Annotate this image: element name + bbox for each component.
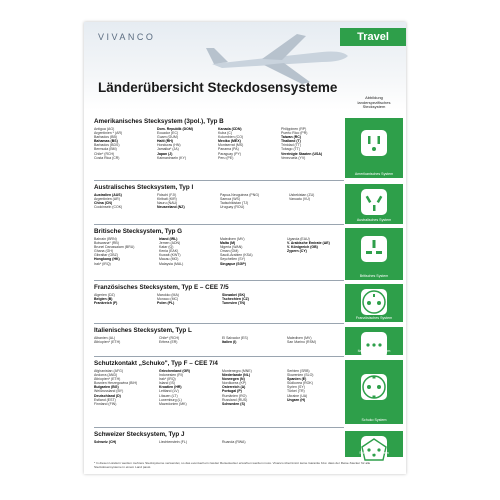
country-entry: Eritrea (ER)	[159, 340, 178, 345]
plug-section	[94, 431, 344, 444]
country-entry: Liechtenstein (FL)	[159, 440, 188, 444]
country-entry: Peru (PE)	[218, 155, 234, 160]
country-column	[157, 293, 219, 305]
country-entry: Österreich (A)	[222, 385, 246, 390]
country-entry: Saudi-Arabien (KSA)	[220, 253, 253, 258]
plug-label: Britisches System	[359, 274, 389, 278]
country-entry: V. Königreich (GB)	[287, 245, 318, 250]
country-entry: Estland (EST)	[94, 397, 116, 402]
country-entry: Irland (IRL)	[159, 237, 178, 241]
country-entry: Ghana (GH)	[94, 249, 114, 254]
country-entry: Barbados (BDS)	[94, 143, 120, 148]
plug-label: Französisches System	[355, 316, 393, 320]
country-entry: Mazedonien (MK)	[159, 401, 187, 406]
country-entry: Brunei Darussalam (BRU)	[94, 245, 135, 250]
country-entry: Bermuda (BM)	[94, 147, 117, 152]
sidebar-heading: Abbildung landerspezifisches Stecksystem	[357, 95, 391, 110]
country-entry: Norwegen (N)	[222, 377, 245, 382]
country-entry: Malta (M)	[220, 241, 236, 246]
section-divider	[94, 323, 344, 324]
section-divider	[94, 180, 344, 181]
country-entry: Irak* (IRQ)	[94, 261, 111, 266]
country-entry: China (CN)	[94, 201, 113, 206]
country-entry: Italien (I)	[222, 340, 237, 345]
country-entry: Dom. Republik (DOM)	[157, 127, 193, 131]
country-entry: Polen (PL)	[157, 301, 175, 306]
plug-illustration	[345, 184, 403, 224]
country-entry: Macau (MO)	[159, 257, 179, 262]
country-entry: Guam (GUM)	[157, 135, 178, 140]
country-entry: Bahrain (BRN)	[94, 237, 117, 241]
section-divider	[94, 280, 344, 281]
country-grid	[94, 369, 344, 406]
country-column	[281, 127, 347, 160]
brand-logo: VIVANCO	[98, 32, 156, 42]
au-plug-icon	[357, 185, 391, 219]
country-entry: Slowenien (SLO)	[287, 373, 314, 378]
country-column	[220, 237, 284, 266]
country-entry: Trinidad (TT)	[281, 143, 302, 148]
plug-illustration	[345, 118, 403, 178]
plug-illustration	[345, 360, 403, 424]
country-column	[159, 369, 219, 406]
country-entry: Äthiopien* (ETH)	[94, 377, 121, 382]
country-entry: Indonesien (RI)	[159, 373, 183, 378]
country-entry: Jemen (ADN)	[159, 241, 181, 246]
country-entry: Nordkorea (KP)	[222, 381, 247, 386]
country-entry: Usbekistan (ZU)	[289, 193, 315, 197]
country-entry: Rumänien (RO)	[222, 393, 247, 398]
plug-section	[94, 228, 344, 266]
us-plug-icon	[357, 126, 391, 160]
country-column	[222, 336, 284, 344]
country-entry: Hongkong (HK)	[94, 257, 120, 262]
country-entry: Australien (AUS)	[94, 193, 122, 197]
country-column	[222, 440, 284, 444]
country-entry: Irak* (IRQ)	[159, 377, 176, 382]
section-divider	[94, 427, 344, 428]
country-grid	[94, 440, 344, 444]
plug-label: Schweizer System	[359, 451, 389, 455]
country-entry: Belgien (B)	[94, 297, 113, 302]
country-entry: Kolumbien (CO)	[218, 135, 244, 140]
country-entry: Zypern (CY)	[287, 249, 307, 254]
country-entry: Kroatien (HR)	[159, 385, 182, 390]
country-entry: Südkorea (ROK)	[287, 381, 313, 386]
country-column	[287, 237, 349, 266]
country-entry: San Marino (RSM)	[287, 340, 316, 345]
plug-label: Amerikanisches System	[354, 172, 394, 176]
travel-badge: Travel	[340, 28, 406, 46]
country-entry: Serbien (SRB)	[287, 369, 310, 373]
country-entry: Syrien (SY)	[287, 385, 305, 390]
country-entry: Kuba (C)	[218, 131, 233, 136]
plug-label: Australisches System	[356, 218, 392, 222]
country-entry: Kaimaninseln (KY)	[157, 155, 186, 160]
country-entry: Spanien (E)	[287, 377, 307, 382]
section-title: Französisches Stecksystem, Typ E – CEE 7/5	[94, 284, 229, 291]
plug-label: Italienisches System	[357, 349, 391, 353]
country-entry: Costa Rica (CR)	[94, 155, 120, 160]
country-entry: Tadschikistan (TJ)	[220, 201, 249, 206]
country-entry: Frankreich (F)	[94, 301, 118, 306]
country-column	[159, 440, 219, 444]
country-entry: Slowakei (SK)	[222, 293, 246, 297]
country-column	[222, 293, 284, 305]
country-entry: V. Arabische Emirate (AE)	[287, 241, 330, 246]
country-grid	[94, 237, 344, 266]
country-column	[94, 440, 156, 444]
country-column	[220, 193, 286, 209]
plug-section	[94, 284, 344, 305]
airplane-icon	[202, 30, 352, 86]
section-title: Amerikanisches Stecksystem (3pol.), Typ B	[94, 118, 224, 125]
country-entry: Island (IS)	[159, 381, 175, 386]
country-entry: Mexiko (MEX)	[218, 139, 241, 144]
country-entry: Bahamas (BS)	[94, 139, 118, 144]
country-entry: Ruanda (RWA)	[222, 440, 246, 444]
it-plug-icon	[357, 328, 391, 362]
country-column	[159, 336, 219, 344]
plug-section	[94, 360, 344, 406]
country-entry: Fidschi (FJI)	[157, 193, 177, 197]
country-entry: Paraguay (PY)	[218, 151, 241, 156]
country-entry: Vereinigte Staaten (USA)	[281, 151, 323, 156]
country-entry: Marokko (MA)	[157, 293, 179, 297]
country-column	[94, 293, 154, 305]
section-title: Australisches Stecksystem, Typ I	[94, 184, 194, 191]
country-entry: Andorra (AND)	[94, 373, 118, 378]
country-entry: Neuseeland (NZ)	[157, 205, 185, 210]
country-entry: Algerien (DZ)	[94, 293, 115, 297]
country-grid	[94, 336, 344, 344]
country-entry: Taiwan (RC)	[281, 135, 301, 140]
country-entry: Gibraltar (GBZ)	[94, 253, 118, 258]
country-entry: Malediven (MV)	[220, 237, 245, 241]
section-title: Schutzkontakt „Schuko", Typ F – CEE 7/4	[94, 360, 218, 367]
country-entry: Bulgarien (BG)	[94, 385, 119, 390]
country-entry: Panama (PA)	[218, 147, 239, 152]
country-entry: Nigeria (WAN)	[220, 245, 243, 250]
country-entry: Finnland (FIN)	[94, 401, 117, 406]
country-entry: Tobago (TT)	[281, 147, 301, 152]
country-entry: Ungarn (H)	[287, 397, 306, 402]
country-entry: Montserrat (MS)	[218, 143, 244, 148]
country-entry: Portugal (P)	[222, 389, 242, 394]
country-entry: Botswana* (RB)	[94, 241, 119, 246]
footnote: * In diesen Ländern werden mehrere Stecksysteme verwendet, so das eventuell ein zweiter Reisestecker erworben werden muss. Vivanco übernimmt keine Garantie bzw. dass der Reise-Stecker für alle Steckdosensysteme in einem Land passt.	[94, 461, 371, 469]
country-entry: Montenegro (MNE)	[222, 369, 252, 373]
country-column	[159, 237, 217, 266]
country-entry: Weißrussland (BY)	[94, 389, 124, 394]
country-entry: Uganda (EAU)	[287, 237, 310, 241]
country-entry: Ecuador (EC)	[157, 131, 179, 136]
country-entry: Seychellen (SY)	[220, 257, 246, 262]
section-title: Britische Stecksystem, Typ G	[94, 228, 183, 235]
country-entry: Chile* (RCH)	[94, 151, 115, 156]
country-column	[222, 369, 284, 406]
country-entry: Nauru (NAU)	[157, 201, 178, 206]
plug-illustration	[345, 284, 403, 322]
country-entry: Lettland (LV)	[159, 389, 179, 394]
country-entry: Kuwait (KWT)	[159, 253, 181, 258]
plug-label: Schuko System	[361, 418, 387, 422]
country-entry: Argentinien * (AR)	[94, 131, 123, 136]
country-entry: Kiribati (KIR)	[157, 197, 177, 202]
country-entry: Tschechien (CZ)	[222, 297, 249, 302]
document-page	[84, 22, 406, 474]
country-column	[94, 127, 154, 160]
country-column	[289, 193, 349, 209]
country-entry: Katar (Q)	[159, 245, 174, 250]
plug-illustration	[345, 327, 403, 355]
plug-section	[94, 327, 344, 344]
country-entry: Jamaika* (JA)	[157, 147, 179, 152]
schuko-plug-icon	[357, 370, 391, 404]
country-entry: Schweiz (CH)	[94, 440, 117, 444]
country-grid	[94, 293, 344, 305]
country-column	[157, 127, 215, 160]
section-divider	[94, 356, 344, 357]
page-title: Länderübersicht Steckdosensysteme	[98, 80, 338, 95]
country-entry: Chile* (RCH)	[159, 336, 180, 340]
plug-section	[94, 184, 344, 209]
country-entry: Griechenland (GR)	[159, 369, 190, 373]
country-entry: Philippinen (RP)	[281, 127, 307, 131]
country-column	[287, 440, 349, 444]
plug-illustration	[345, 431, 403, 457]
country-entry: Albanien (AL)	[94, 336, 116, 340]
country-entry: Monaco (MC)	[157, 297, 179, 302]
country-entry: Barbados (BB)	[94, 135, 117, 140]
country-column	[287, 336, 349, 344]
country-entry: Russland (RUS)	[222, 397, 248, 402]
country-entry: Schweden (S)	[222, 401, 245, 406]
plug-section	[94, 118, 344, 160]
country-entry: Argentinien (AR)	[94, 197, 120, 202]
country-entry: El Salvador (ES)	[222, 336, 248, 340]
country-entry: Türkei (TR)	[287, 389, 305, 394]
country-column	[94, 369, 156, 406]
country-entry: Vanuatu (VU)	[289, 197, 310, 202]
country-entry: Antigua (AG)	[94, 127, 115, 131]
country-column	[157, 193, 217, 209]
section-divider	[94, 224, 344, 225]
country-entry: Deutschland (D)	[94, 393, 121, 398]
country-column	[94, 336, 156, 344]
section-title: Schweizer Stecksystem, Typ J	[94, 431, 185, 438]
country-entry: Niederlande (NL)	[222, 373, 251, 378]
country-entry: Samoa (WS)	[220, 197, 241, 202]
country-entry: Thailand (T)	[281, 139, 301, 144]
country-grid	[94, 127, 344, 160]
country-entry: Kanada (CDN)	[218, 127, 242, 131]
country-entry: Malaysia (MAL)	[159, 261, 184, 266]
country-entry: Cookinseln (COK)	[94, 205, 123, 210]
country-entry: Uruguay (ROU)	[220, 205, 245, 210]
country-entry: Japan (J)	[157, 151, 173, 156]
country-entry: Kenia (EAK)	[159, 249, 179, 254]
country-entry: Afghanistan (AFG)	[94, 369, 123, 373]
fr-plug-icon	[357, 285, 391, 319]
section-title: Italienisches Stecksystem, Typ L	[94, 327, 192, 334]
country-entry: Luxemburg (L)	[159, 397, 182, 402]
country-entry: Äthiopien* (ETH)	[94, 340, 121, 345]
country-column	[287, 293, 347, 305]
country-entry: Litauen (LT)	[159, 393, 178, 398]
country-column	[94, 193, 154, 209]
country-entry: Haiti (RH)	[157, 139, 173, 144]
plug-illustration	[345, 228, 403, 280]
country-column	[287, 369, 349, 406]
country-entry: Papua-Neuguinea (PNG)	[220, 193, 260, 197]
country-entry: Tunesien (TN)	[222, 301, 246, 306]
uk-plug-icon	[357, 232, 391, 266]
country-entry: Venezuela (YV)	[281, 155, 306, 160]
country-entry: Bosnien Herzegowina (BIH)	[94, 381, 138, 386]
country-entry: Ukraine (UA)	[287, 393, 308, 398]
country-grid	[94, 193, 344, 209]
country-entry: Puerto Rico (PR)	[281, 131, 308, 136]
country-column	[218, 127, 278, 160]
country-entry: Oman (OM)	[220, 249, 239, 254]
country-entry: Malediven (MV)	[287, 336, 312, 340]
country-entry: Honduras (HN)	[157, 143, 181, 148]
country-column	[94, 237, 156, 266]
country-entry: Singapur (SGP)	[220, 261, 246, 266]
